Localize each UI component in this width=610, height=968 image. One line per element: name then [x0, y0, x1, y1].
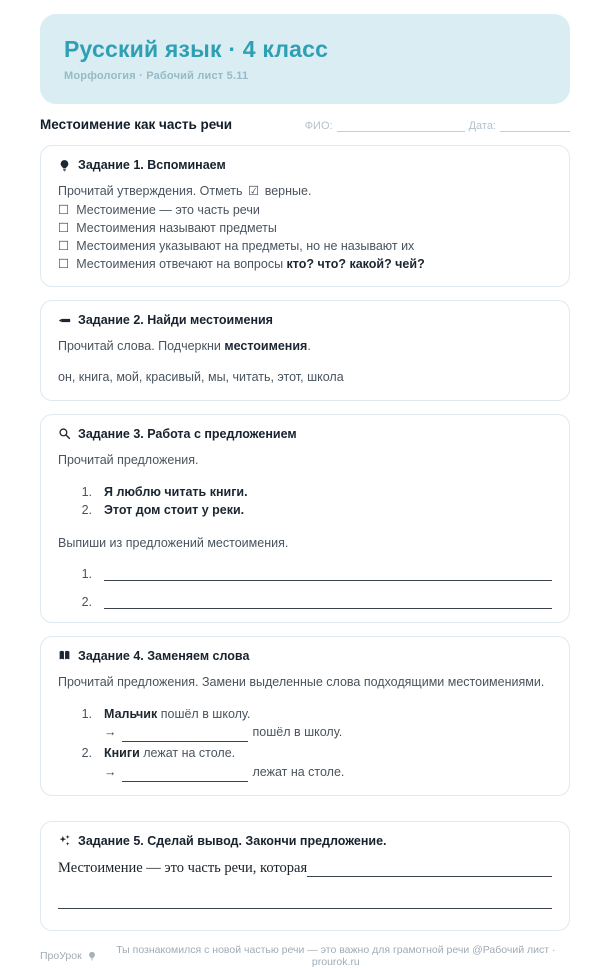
list-number: 1.	[81, 566, 92, 581]
checkbox-item	[58, 255, 552, 273]
fio-date-fields	[305, 120, 570, 132]
fio-blank-line	[337, 121, 465, 132]
list-number: 2.	[81, 503, 92, 518]
checkbox-item-label: Местоимения указывают на предметы, но не называют их	[76, 239, 415, 253]
task2-instruction-suffix: .	[307, 339, 311, 354]
date-blank-line	[500, 121, 570, 132]
task1-instruction-suffix: верные.	[264, 184, 312, 198]
replace-item-body	[104, 705, 342, 743]
task3-instruction2: Выпиши из предложений местоимения.	[58, 536, 289, 550]
task3-title: Задание 3. Работа с предложением	[78, 426, 297, 441]
conclusion-blank-line	[307, 863, 552, 877]
item4-prefix: Местоимения отвечают на вопросы	[76, 257, 287, 272]
conclusion-sentence	[58, 860, 552, 877]
pencil-icon	[58, 314, 71, 327]
book-icon	[58, 649, 71, 662]
checkbox-item-label: Местоимения называют предметы	[76, 220, 277, 235]
task4-header	[58, 649, 552, 663]
checkbox-item-label	[76, 255, 424, 273]
checkbox-item	[58, 201, 552, 219]
replace-item	[80, 744, 552, 782]
list-number: 1.	[81, 706, 92, 721]
conclusion-text: Местоимение — это часть речи, которая	[58, 859, 308, 876]
replacement-line	[104, 723, 342, 742]
page-title: Русский язык · 4 класс	[64, 36, 329, 62]
task3-instruction1: Прочитай предложения.	[58, 452, 199, 467]
task3-header	[58, 427, 552, 441]
arrow-glyph: →	[104, 764, 117, 779]
list-number: 1.	[81, 484, 92, 499]
sentence-text: Этот дом стоит у реки.	[104, 503, 245, 518]
answer-blank-row	[80, 567, 552, 581]
task4-title: Задание 4. Заменяем слова	[78, 648, 250, 663]
after-blank-text: пошёл в школу.	[252, 725, 343, 740]
header-card	[40, 14, 570, 104]
page-subtitle: Морфология · Рабочий лист 5.11	[64, 70, 249, 82]
task-card-1	[40, 145, 570, 287]
task-card-3	[40, 414, 570, 623]
checkbox-item	[58, 237, 552, 255]
task2-header	[58, 313, 552, 327]
task1-instruction	[58, 182, 552, 201]
task1-header	[58, 158, 552, 172]
source-sentence	[104, 744, 344, 763]
list-number: 2.	[81, 746, 92, 760]
task2-instruction	[58, 337, 552, 356]
arrow-glyph: →	[104, 725, 117, 740]
checkbox-item	[58, 219, 552, 237]
sentence-item	[80, 483, 552, 502]
footer-text: Ты познакомился с новой частью речи — это важно для грамотной речи @Рабочий лист · prourok.ru	[116, 943, 556, 968]
task-card-4	[40, 636, 570, 796]
highlighted-word: Мальчик	[104, 706, 158, 721]
topic-title: Местоимение как часть речи	[40, 117, 233, 132]
magnifier-icon	[58, 427, 71, 440]
sentence-item	[80, 501, 552, 520]
meta-row	[40, 117, 570, 132]
brand-name: ПроУрок	[40, 949, 82, 962]
item4-bold-questions: кто? что? какой? чей?	[286, 257, 425, 272]
after-blank-text: лежат на столе.	[252, 764, 345, 779]
sentence-rest: пошёл в школу.	[157, 706, 251, 721]
empty-checkbox: ☐	[58, 201, 70, 217]
page-footer	[40, 944, 570, 968]
sparkles-icon	[58, 834, 71, 847]
task1-instruction-prefix: Прочитай утверждения. Отметь	[58, 184, 243, 198]
checked-checkbox-glyph: ☑	[248, 183, 260, 198]
empty-checkbox: ☐	[58, 256, 70, 272]
lightbulb-icon	[87, 950, 97, 962]
date-label: Дата:	[468, 120, 496, 132]
answer-blank-line	[104, 570, 552, 581]
sentence-text: Я люблю читать книги.	[104, 484, 248, 499]
task2-title: Задание 2. Найди местоимения	[78, 313, 273, 328]
task2-instruction-prefix: Прочитай слова. Подчеркни	[58, 339, 225, 354]
replacement-blank-line	[122, 771, 248, 782]
source-sentence	[104, 705, 342, 724]
task2-word-list: он, книга, мой, красивый, мы, читать, этот, школа	[58, 370, 344, 384]
sentence-rest: лежат на столе.	[139, 746, 236, 760]
checkbox-item-label: Местоимение — это часть речи	[76, 202, 260, 217]
replacement-blank-line	[122, 731, 248, 742]
replace-item	[80, 705, 552, 743]
conclusion-blank-line-2	[58, 908, 552, 909]
task-card-2	[40, 300, 570, 401]
answer-blank-row	[80, 595, 552, 609]
task4-instruction: Прочитай предложения. Замени выделенные слова подходящими местоимениями.	[58, 674, 545, 689]
replace-item-body	[104, 744, 344, 782]
list-number: 2.	[81, 594, 92, 609]
task-card-5	[40, 821, 570, 931]
task5-title: Задание 5. Сделай вывод. Закончи предложение.	[78, 833, 387, 848]
empty-checkbox: ☐	[58, 238, 70, 253]
replacement-line	[104, 763, 344, 782]
answer-blank-line	[104, 598, 552, 609]
highlighted-word: Книги	[104, 746, 140, 760]
empty-checkbox: ☐	[58, 219, 70, 235]
task2-instruction-bold: местоимения	[224, 339, 308, 354]
lightbulb-icon	[58, 159, 71, 172]
task1-title: Задание 1. Вспоминаем	[78, 158, 226, 172]
fio-label: ФИО:	[304, 120, 333, 132]
task5-header	[58, 834, 552, 848]
